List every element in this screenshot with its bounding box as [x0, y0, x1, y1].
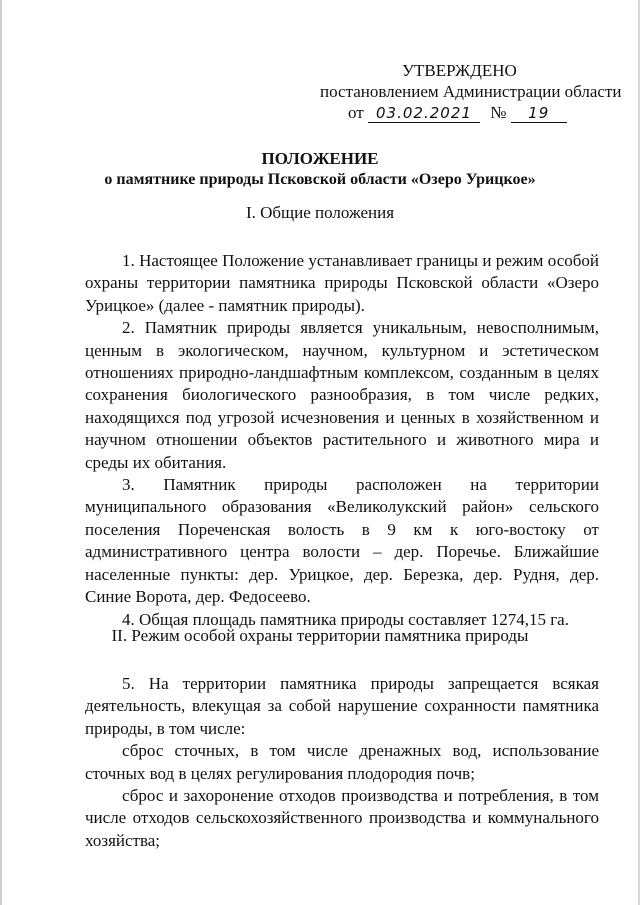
approval-date-line — [348, 102, 567, 124]
paragraph-3: 3. Памятник природы расположен на территории муниципального образования «Великолукский район» сельского поселения Пореченская волость в 9 км к юго-востоку от административного центра волости – дер. Поречье. Ближайшие населенные пункты: дер. Урицкое, дер. Березка, дер. Рудня, дер. Синие Ворота, дер. Федосеево. — [85, 475, 599, 607]
date-field — [368, 104, 480, 123]
paragraph-4: 4. Общая площадь памятника природы составляет 1274,15 га. — [122, 609, 569, 629]
paragraph-5: 5. На территории памятника природы запрещается всякая деятельность, влекущая за собой нарушение сохранности памятника природы, в том числе: — [85, 674, 599, 738]
paragraph-1: 1. Настоящее Положение устанавливает границы и режим особой охраны территории памятника природы Псковской области «Озеро Урицкое» (далее - памятник природы). — [85, 251, 599, 315]
scan-edge-left — [0, 0, 2, 905]
number-field — [511, 104, 567, 123]
paragraph-2: 2. Памятник природы является уникальным, невосполнимым, ценным в экологическом, научном, культурном и эстетическом отношениях природно-ландшафтным комплексом, созданным в целях сохранения биологического разнообразия, в том числе редких, находящихся под угрозой исчезновения и ценных в хозяйственном и научном отношении объектов растительного и животного мира и среды их обитания. — [85, 318, 599, 472]
approval-title: УТВЕРЖДЕНО — [402, 61, 517, 80]
document-subtitle: о памятнике природы Псковской области «Озеро Урицкое» — [104, 171, 536, 188]
document-title: ПОЛОЖЕНИЕ — [261, 149, 379, 168]
number-prefix: № — [490, 103, 507, 122]
paragraph-6: сброс сточных, в том числе дренажных вод, использование сточных вод в целях регулирования плодородия почв; — [85, 741, 599, 783]
handwritten-date: 03.02.2021 — [376, 104, 472, 122]
section-1-heading: I. Общие положения — [245, 203, 395, 222]
section-1-body — [85, 250, 599, 631]
paragraph-7: сброс и захоронение отходов производства и потребления, в том числе отходов сельскохозяйственного производства и коммунального хозяйства; — [85, 786, 599, 850]
section-2-heading: II. Режим особой охраны территории памятника природы — [111, 626, 529, 645]
handwritten-number: 19 — [528, 104, 550, 122]
approval-by: постановлением Администрации области — [320, 82, 622, 101]
section-2-body — [85, 673, 599, 852]
date-prefix: от — [348, 103, 364, 122]
